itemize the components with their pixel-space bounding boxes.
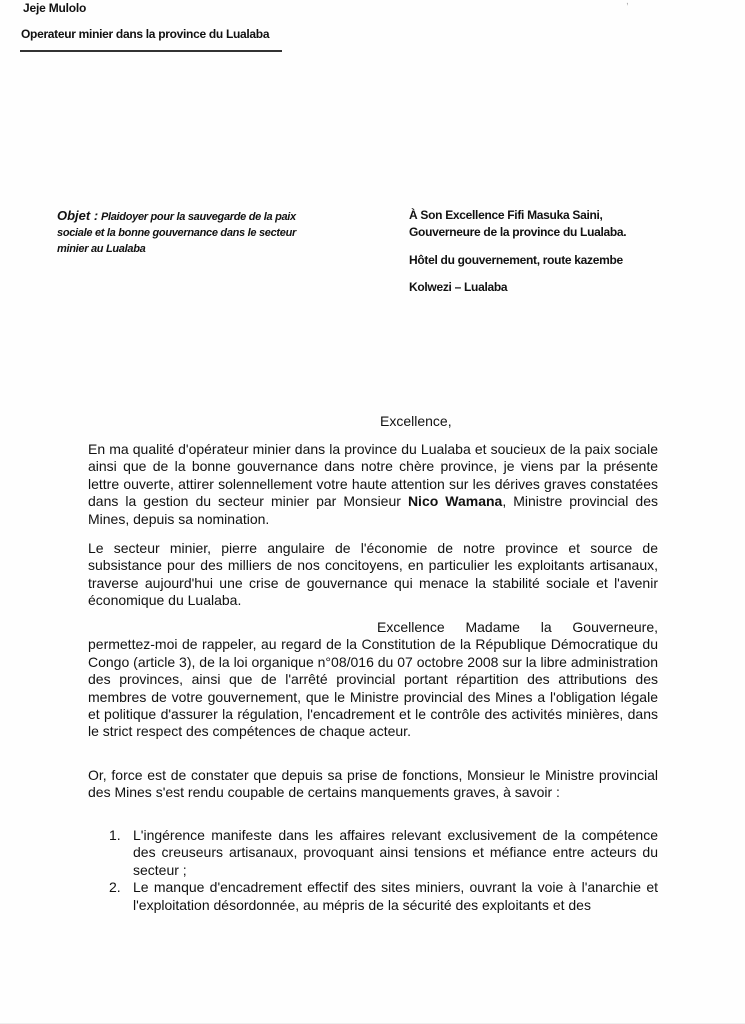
paragraph-1-after: , Ministre provincial des Mines, depuis sa nomination. — [88, 493, 658, 527]
subject-text: Plaidoyer pour la sauvegarde de la paix sociale et la bonne gouvernance dans le secteur minier au Lualaba — [57, 211, 296, 255]
salutation: Excellence, — [380, 413, 452, 429]
list-item — [88, 827, 658, 879]
subject-block — [57, 208, 327, 257]
paragraph-1 — [88, 441, 658, 528]
minister-name: Nico Wamana — [407, 493, 503, 510]
list-item — [88, 879, 658, 914]
recipient-title: Gouverneure de la province du Lualaba. — [409, 225, 627, 239]
sender-title: Operateur minier dans la province du Lualaba — [21, 27, 270, 41]
paragraph-3 — [88, 619, 658, 741]
header-divider — [20, 50, 282, 52]
recipient-name: À Son Excellence Fifi Masuka Saini, — [409, 208, 603, 222]
paragraph-3-opening: Excellence Madame la Gouverneure, — [377, 619, 658, 635]
paragraph-2: Le secteur minier, pierre angulaire de l'économie de notre province et source de subsistance pour des milliers de nos concitoyens, en particulier les exploitants artisanaux, traverse aujourd'hui une crise de gouvernance qui menace la stabilité sociale et l'avenir économique du Lualaba. — [88, 540, 658, 609]
corner-mark: , — [626, 0, 629, 7]
recipient-block — [409, 208, 709, 297]
sender-name: Jeje Mulolo — [23, 1, 87, 15]
list-item-number: 2. — [109, 879, 121, 896]
recipient-address: Hôtel du gouvernement, route kazembe — [409, 253, 623, 267]
list-item-text: Le manque d'encadrement effectif des sites miniers, ouvrant la voie à l'anarchie et l'exploitation désordonnée, au mépris de la sécurité des exploitants et des — [133, 879, 658, 913]
grievance-list — [88, 827, 658, 914]
list-item-text: L'ingérence manifeste dans les affaires relevant exclusivement de la compétence des creuseurs artisanaux, provoquant ainsi tensions et méfiance entre acteurs du secteur ; — [133, 827, 658, 878]
paragraph-4: Or, force est de constater que depuis sa prise de fonctions, Monsieur le Ministre provincial des Mines s'est rendu coupable de certains manquements graves, à savoir : — [88, 767, 658, 801]
paragraph-3-rest: permettez-moi de rappeler, au regard de la Constitution de la République Démocratique du Congo (article 3), de la loi organique n°08/016 du 07 octobre 2008 sur la libre administration des provinces, ainsi que de l'arrêté provincial portant répartition des attributions des membres de votre gouvernement, que le Ministre provincial des Mines a l'obligation légale et politique d'assurer la régulation, l'encadrement et le contrôle des activités minières, dans le strict respect des compétences de chaque acteur. — [88, 636, 658, 740]
subject-label: Objet : — [57, 208, 99, 223]
paragraph-1-before: En ma qualité d'opérateur minier dans la province du Lualaba et soucieux de la paix sociale ainsi que de la bonne gouvernance dans notre chère province, je viens par la présente lettre ouverte, attirer solennellement votre haute attention sur les dérives graves constatées dans la gestion du secteur minier par Monsieur — [88, 441, 658, 510]
recipient-city: Kolwezi – Lualaba — [409, 280, 508, 294]
list-item-number: 1. — [109, 827, 121, 843]
